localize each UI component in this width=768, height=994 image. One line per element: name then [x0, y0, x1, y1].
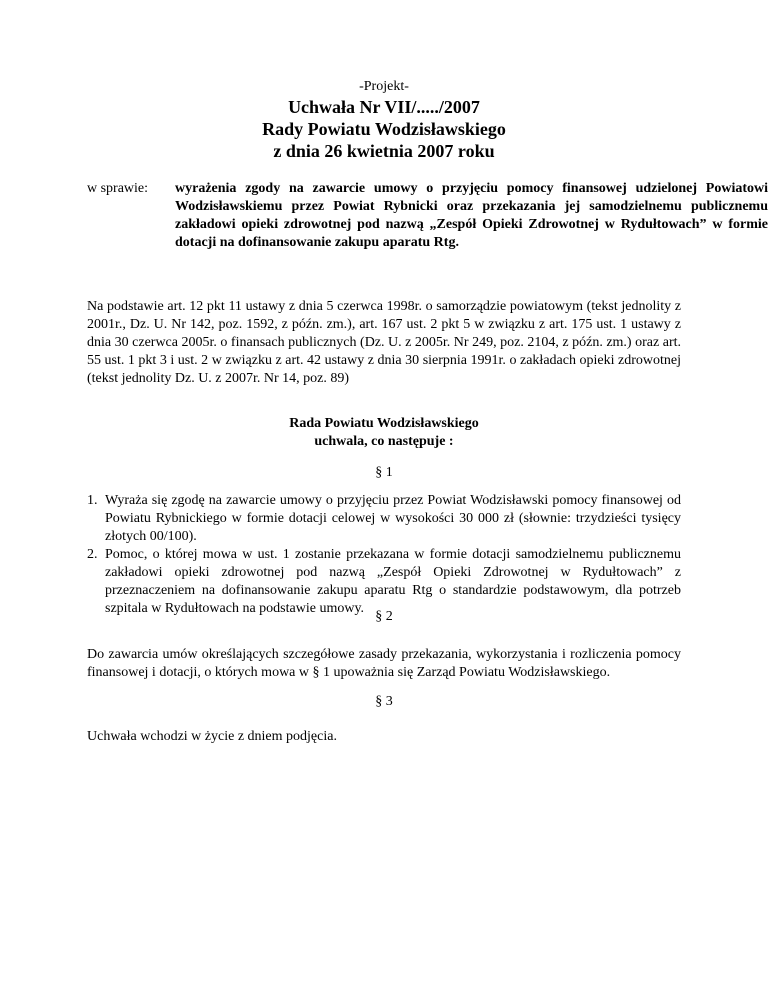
projekt-label: -Projekt- [359, 79, 409, 94]
list-item-number: 2. [87, 547, 98, 562]
council-name: Rada Powiatu Wodzisławskiego [289, 416, 479, 431]
section-2-mark: § 2 [375, 609, 393, 624]
council-resolves-heading [0, 415, 768, 451]
section-1-mark: § 1 [375, 465, 393, 480]
list-item-number: 1. [87, 493, 98, 508]
subject-label: w sprawie: [87, 181, 149, 196]
list-item-text: Wyraża się zgodę na zawarcie umowy o przyjęciu przez Powiat Wodzisławski pomocy finansowej od Powiatu Rybnickiego w formie dotacji celowej w wysokości 30 000 zł (słownie: trzydzieści tysięcy złotych 00/100). [105, 493, 681, 544]
resolution-date: z dnia 26 kwietnia 2007 roku [273, 141, 495, 161]
section-2-text: Do zawarcia umów określających szczegółowe zasady przekazania, wykorzystania i rozliczenia pomocy finansowej i dotacji, o których mowa w § 1 upoważnia się Zarząd Powiatu Wodzisławskiego. [87, 647, 681, 680]
legal-basis-paragraph: Na podstawie art. 12 pkt 11 ustawy z dnia 5 czerwca 1998r. o samorządzie powiatowym (tekst jednolity z 2001r., Dz. U. Nr 142, poz. 1592, z późn. zm.), art. 167 ust. 2 pkt 5 w związku z art. 175 ust. 1 ustawy z dnia 30 czerwca 2005r. o finansach publicznych (Dz. U. z 2005r. Nr 249, poz. 2104, z późn. zm.) oraz art. 55 ust. 1 pkt 3 i ust. 2 w związku z art. 42 ustawy z dnia 30 sierpnia 1991r. o zakładach opieki zdrowotnej (tekst jednolity Dz. U. z 2007r. Nr 14, poz. 89) [87, 299, 681, 386]
section-1-list [87, 492, 681, 618]
document-header [0, 78, 768, 162]
council-name-title: Rady Powiatu Wodzisławskiego [262, 119, 506, 139]
list-item-text: Pomoc, o której mowa w ust. 1 zostanie przekazana w formie dotacji samodzielnemu publicznemu zakładowi opieki zdrowotnej pod nazwą „Zespół Opieki Zdrowotnej w Rydułtowach” z przeznaczeniem na dofinansowanie zakupu aparatu Rtg o standardzie podstawowym, dla potrzeb szpitala w Rydułtowach na podstawie umowy. [105, 547, 681, 616]
council-resolves: uchwala, co następuje : [314, 434, 454, 449]
subject-text: wyrażenia zgody na zawarcie umowy o przyjęciu pomocy finansowej udzielonej Powiatowi Wodzisławskiemu przez Powiat Rybnicki oraz przekazania jej samodzielnemu publicznemu zakładowi opieki zdrowotnej pod nazwą „Zespół Opieki Zdrowotnej w Rydułtowach” w formie dotacji na dofinansowanie zakupu aparatu Rtg. [175, 181, 768, 250]
section-3-text: Uchwała wchodzi w życie z dniem podjęcia. [87, 729, 337, 744]
list-item [87, 492, 681, 546]
section-3-mark: § 3 [375, 694, 393, 709]
resolution-number: Uchwała Nr VII/...../2007 [288, 97, 480, 117]
